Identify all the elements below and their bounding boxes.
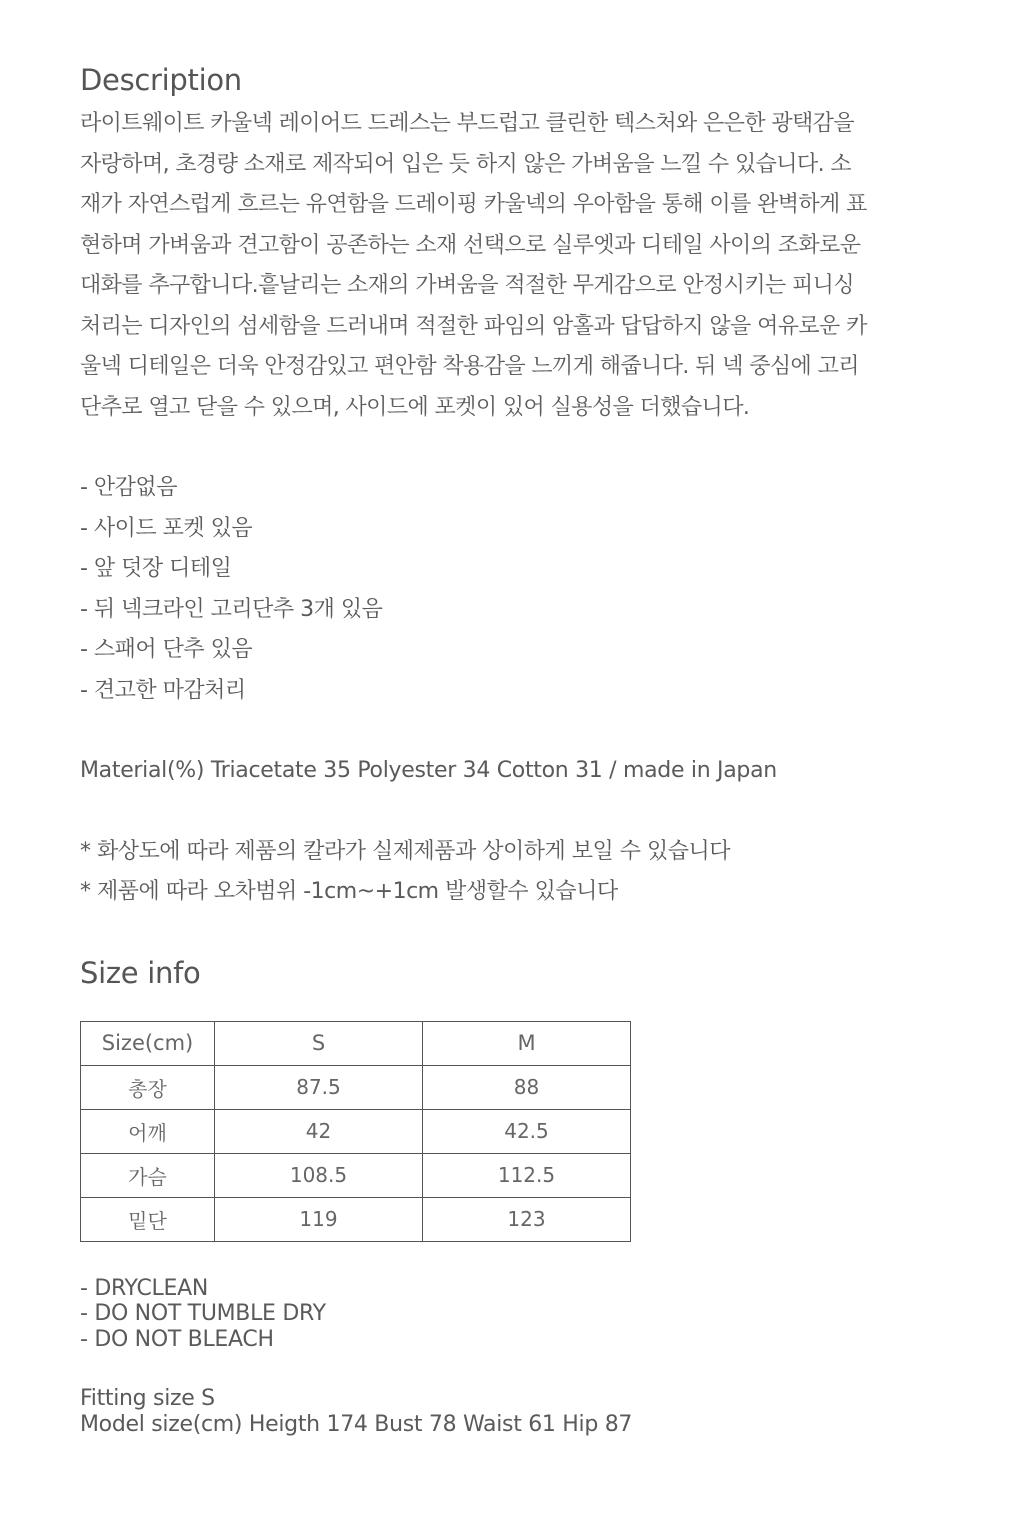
description-line: 재가 자연스럽게 흐르는 유연함을 드레이핑 카울넥의 우아함을 통해 이를 완벽하게 표: [80, 192, 867, 217]
description-title: Description: [80, 63, 242, 97]
table-cell: 어깨: [81, 1109, 215, 1153]
description-line: 처리는 디자인의 섬세함을 드러내며 적절한 파임의 암홀과 답답하지 않을 여유로운 카: [80, 313, 867, 339]
size-table: [80, 1021, 631, 1242]
table-cell: 119: [215, 1197, 423, 1241]
feature-item: - 안감없음: [80, 475, 177, 500]
material-info: Material(%) Triacetate 35 Polyester 34 Cotton 31 / made in Japan: [80, 758, 777, 783]
description-line: 자랑하며, 초경량 소재로 제작되어 입은 듯 하지 않은 가벼움을 느낄 수 있습니다. 소: [80, 151, 852, 177]
model-size: Model size(cm) Heigth 174 Bust 78 Waist 61 Hip 87: [80, 1411, 633, 1437]
table-cell: 42.5: [423, 1109, 631, 1153]
product-detail-page: [80, 58, 940, 1437]
fitting-info: [80, 1386, 940, 1437]
table-cell: 112.5: [423, 1153, 631, 1197]
feature-item: - 사이드 포켓 있음: [80, 515, 253, 541]
feature-list: [80, 468, 940, 711]
table-row: [81, 1197, 631, 1241]
table-row: [81, 1153, 631, 1197]
feature-item: - 앞 덧장 디테일: [80, 556, 232, 581]
description-body: [80, 104, 940, 428]
table-cell: 총장: [81, 1065, 215, 1109]
table-header-row: [81, 1021, 631, 1065]
table-cell: 108.5: [215, 1153, 423, 1197]
fitting-size: Fitting size S: [80, 1386, 215, 1411]
table-header-cell: M: [423, 1021, 631, 1065]
notice-list: [80, 832, 940, 913]
notice-item: * 제품에 따라 오차범위 -1cm~+1cm 발생할수 있습니다: [80, 879, 618, 904]
description-line: 단추로 열고 닫을 수 있으며, 사이드에 포켓이 있어 실용성을 더했습니다.: [80, 394, 750, 420]
table-cell: 42: [215, 1109, 423, 1153]
table-cell: 가슴: [81, 1153, 215, 1197]
size-info-title: Size info: [80, 955, 201, 990]
table-cell: 88: [423, 1065, 631, 1109]
description-line: 울넥 디테일은 더욱 안정감있고 편안함 착용감을 느끼게 해줍니다. 뒤 넥 중심에 고리: [80, 354, 859, 379]
care-item: - DRYCLEAN: [80, 1275, 209, 1301]
notice-item: * 화상도에 따라 제품의 칼라가 실제제품과 상이하게 보일 수 있습니다: [80, 838, 730, 864]
table-cell: 87.5: [215, 1065, 423, 1109]
table-header-cell: Size(cm): [81, 1021, 215, 1065]
table-row: [81, 1109, 631, 1153]
table-header-cell: S: [215, 1021, 423, 1065]
feature-item: - 스패어 단추 있음: [80, 637, 253, 662]
description-line: 라이트웨이트 카울넥 레이어드 드레스는 부드럽고 클린한 텍스처와 은은한 광택감을: [80, 111, 854, 136]
care-item: - DO NOT BLEACH: [80, 1326, 274, 1352]
feature-item: - 견고한 마감처리: [80, 677, 246, 703]
care-instructions: [80, 1276, 940, 1353]
table-cell: 밑단: [81, 1197, 215, 1241]
table-cell: 123: [423, 1197, 631, 1241]
description-line: 현하며 가벼움과 견고함이 공존하는 소재 선택으로 실루엣과 디테일 사이의 조화로운: [80, 232, 861, 258]
care-item: - DO NOT TUMBLE DRY: [80, 1301, 326, 1326]
table-row: [81, 1065, 631, 1109]
feature-item: - 뒤 넥크라인 고리단추 3개 있음: [80, 596, 383, 622]
description-line: 대화를 추구합니다.흩날리는 소재의 가벼움을 적절한 무게감으로 안정시키는 피니싱: [80, 273, 854, 298]
